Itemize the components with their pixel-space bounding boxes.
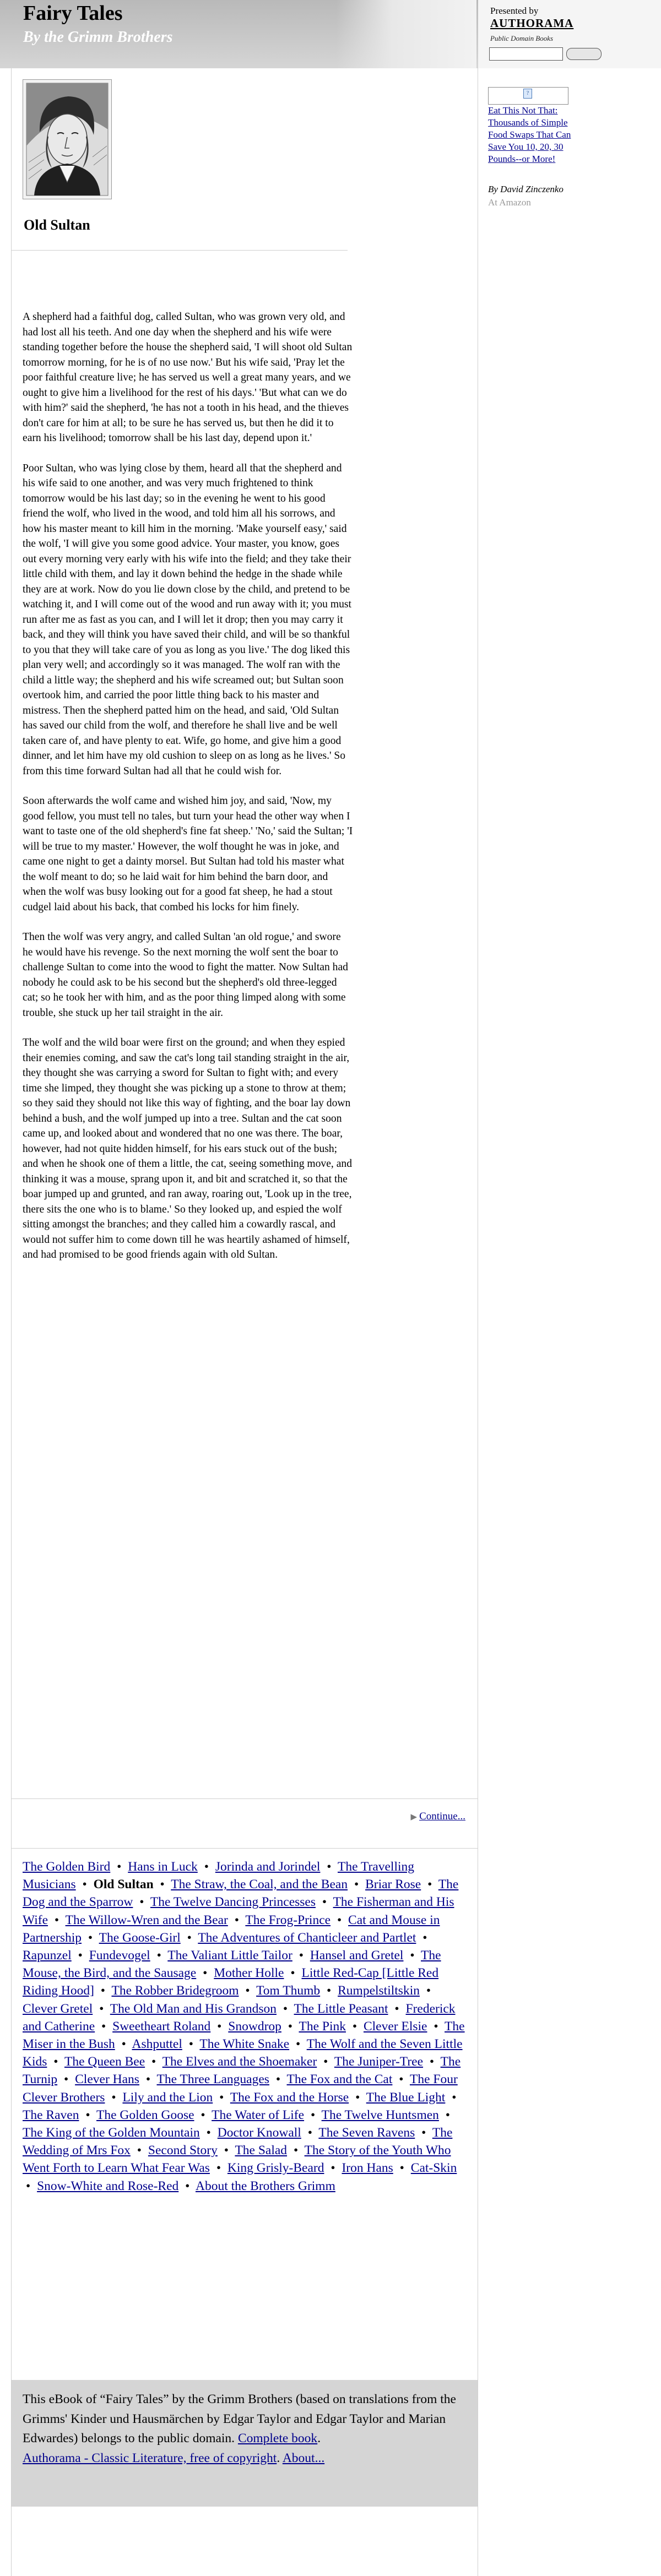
toc-separator: •	[296, 2037, 301, 2052]
toc-current-story: Old Sultan	[93, 1877, 154, 1892]
toc-story-link[interactable]: The Valiant Little Tailor	[167, 1948, 292, 1963]
toc-story-link[interactable]: Briar Rose	[365, 1877, 421, 1892]
footer	[12, 2380, 478, 2507]
toc-story-link[interactable]: The Fox and the Cat	[286, 2072, 393, 2087]
toc-story-link[interactable]: The Willow-Wren and the Bear	[65, 1912, 228, 1927]
toc-separator: •	[310, 2107, 316, 2122]
toc-separator: •	[275, 2072, 281, 2087]
toc-separator: •	[245, 1983, 250, 1998]
toc-separator: •	[293, 2143, 299, 2158]
toc-separator: •	[101, 2019, 106, 2034]
toc-separator: •	[188, 2037, 193, 2052]
toc-story-link[interactable]: Doctor Knowall	[217, 2126, 301, 2140]
main-column	[11, 68, 478, 2576]
toc-separator: •	[307, 2126, 312, 2140]
logo-tagline: Public Domain Books	[490, 34, 554, 42]
toc-separator: •	[85, 2107, 90, 2122]
toc-story-link[interactable]: The Goose-Girl	[99, 1930, 181, 1945]
toc-separator: •	[100, 1983, 106, 1998]
toc-separator: •	[201, 2107, 205, 2122]
site-subtitle: By the Grimm Brothers	[23, 29, 173, 46]
toc-separator: •	[434, 2019, 438, 2034]
toc-separator: •	[330, 2161, 335, 2176]
toc-story-link[interactable]: Tom Thumb	[256, 1983, 321, 1998]
toc-story-link[interactable]: The Juniper-Tree	[334, 2055, 424, 2069]
toc-separator: •	[139, 1895, 144, 1910]
toc-story-link[interactable]: The Twelve Huntsmen	[321, 2107, 439, 2122]
story-title: Old Sultan	[24, 217, 90, 233]
toc-separator: •	[399, 2161, 404, 2176]
toc-story-link[interactable]: About the Brothers Grimm	[195, 2178, 335, 2193]
toc-story-link[interactable]: The Salad	[235, 2143, 288, 2158]
toc-story-link[interactable]: Fundevogel	[89, 1948, 150, 1963]
toc-story-link[interactable]: Sweetheart Roland	[112, 2019, 211, 2034]
toc-separator: •	[111, 2090, 116, 2105]
search-input[interactable]	[489, 47, 563, 61]
toc-story-link[interactable]: Jorinda and Jorindel	[215, 1860, 321, 1874]
toc-divider	[12, 1848, 478, 1849]
toc-story-link[interactable]: The Water of Life	[212, 2107, 305, 2122]
story-paragraph: Then the wolf was very angry, and called Sultan 'an old rogue,' and swore he would have his revenge. So the next morning the wolf sent the boar to challenge Sultan to come into the wood to fight the matter. Now Sultan had nobody he could ask to be his second but the shepherd's old three-legged cat; so he took her with him, and as the poor thing limped along with some trouble, she stuck up her tail straight in the air.	[23, 931, 348, 1019]
toc-story-link[interactable]: The Dog and the Sparrow	[23, 1877, 459, 1910]
toc-separator: •	[327, 1860, 332, 1874]
toc-separator: •	[217, 2019, 222, 2034]
toc-separator: •	[299, 1948, 304, 1963]
toc-story-link[interactable]: The Straw, the Coal, and the Bean	[171, 1877, 348, 1892]
toc-story-link[interactable]: The Wedding of Mrs Fox	[23, 2126, 453, 2158]
toc-separator: •	[204, 1860, 209, 1874]
toc-story-link[interactable]: Frederick and Catherine	[23, 2001, 456, 2034]
toc-story-link[interactable]: The Mouse, the Bird, and the Sausage	[23, 1948, 441, 1981]
toc-separator: •	[145, 2072, 151, 2087]
toc-story-link[interactable]: Cat and Mouse in Partnership	[23, 1912, 440, 1945]
story-paragraph: Soon afterwards the wolf came and wished him joy, and said, 'Now, my good fellow, you must tell no tales, but turn your head the other way when I want to taste one of the old shepherd's fine fat sheep.' 'No,' said the Sultan; 'I will be true to my master.' However, the wolf thought he was in joke, and came one night to get a dainty morsel. But Sultan had told his master what the wolf meant to do; so he laid wait for him behind the barn door, and when the wolf was busy looking out for a good fat sheep, he had a stout cudgel laid about his back, that combed his locks for him finely.	[23, 795, 353, 913]
title-divider	[12, 250, 348, 251]
toc-separator: •	[187, 1930, 192, 1945]
ad-image-placeholder[interactable]	[488, 87, 568, 105]
story-paragraph: Poor Sultan, who was lying close by them, heard all that the shepherd and his wife said to one another, and was very much frightened to think tomorrow would be his last day; so in the evening he went to his good friend the wolf, who lived in the wood, and told him all his sorrows, and how his master meant to kill him in the morning. 'Make yourself easy,' said the wolf, 'I will give you some good advice. Your master, you know, goes out every morning very early with his wife into the field; and they take their little child with them, and lay it down behind the hedge in the shade while they are at work. Now do you lie down close by the child, and pretend to be watching it, and I will come out of the wood and run away with it; you must run after me as fast as you can, and I will let it drop; then you may carry it back, and they will think you have saved their child, and will be so thankful to you that they will take care of you as long as you live.' The dog liked this plan very well; and accordingly so it was managed. The wolf ran with the child a little way; the shepherd and his wife screamed out; but Sultan soon overtook him, and carried the poor little thing back to his master and mistress. Then the shepherd patted him on the head, and said, 'Old Sultan has saved our child from the wolf, and therefore he shall live and be well taken care of, and have plenty to eat. Wife, go home, and give him a good dinner, and let him have my old cushion to sleep on as long as he lives.' So from this time forward Sultan had all that he could wish for.	[23, 462, 351, 777]
toc-separator: •	[54, 1912, 59, 1927]
story-paragraph: The wolf and the wild boar were first on the ground; and when they espied their enemies coming, and saw the cat's long tail standing straight in the air, they thought she was carrying a sword for Sultan to fight with; and every time she limped, they thought she was picking up a stone to throw at them; so they said they should not like this way of fighting, and the boar lay down behind a bush, and the wolf jumped up into a tree. Sultan and the cat soon came up, and looked about and wondered that no one was there. The boar, however, had not quite hidden himself, for his ears stuck out of the bush; and when he shook one of them a little, the cat, seeing something move, and thinking it was a mouse, sprang upon it, and bit and scratched it, so that the boar jumped up and grunted, and ran away, roaring out, 'Look up in the tree, there sits the one who is to blame.' So they looked up, and espied the wolf sitting amongst the branches; and they called him a cowardly rascal, and would not suffer him to come down till he was heartily ashamed of himself, and had promised to be good friends again with old Sultan.	[23, 1037, 353, 1260]
toc-separator: •	[99, 2001, 104, 2016]
toc-story-link[interactable]: Rapunzel	[23, 1948, 72, 1963]
toc-story-link[interactable]: The Elves and the Shoemaker	[162, 2055, 317, 2069]
toc-separator: •	[352, 2019, 357, 2034]
footer-period: .	[317, 2431, 321, 2445]
toc-separator: •	[121, 2037, 126, 2052]
toc-story-link[interactable]: Snowdrop	[228, 2019, 281, 2034]
toc-story-link[interactable]: The Little Peasant	[294, 2001, 388, 2016]
play-arrow-icon: ▶	[410, 1813, 418, 1822]
toc-story-link[interactable]: Mother Holle	[214, 1966, 284, 1981]
toc-separator: •	[283, 2001, 288, 2016]
toc-story-link[interactable]: The Blue Light	[366, 2090, 446, 2105]
toc-separator: •	[288, 2019, 293, 2034]
toc-separator: •	[421, 2126, 426, 2140]
toc-story-link[interactable]: The Raven	[23, 2107, 79, 2122]
toc-separator: •	[64, 2072, 69, 2087]
toc-story-link[interactable]: Lily and the Lion	[122, 2090, 213, 2105]
toc-story-link[interactable]: The Miser in the Bush	[23, 2019, 465, 2052]
toc-story-link[interactable]: The King of the Golden Mountain	[23, 2126, 200, 2140]
toc-separator: •	[426, 1983, 431, 1998]
toc-story-link[interactable]: Little Red-Cap [Little Red Riding Hood]	[23, 1966, 439, 1998]
toc-story-link[interactable]: The Old Man and His Grandson	[110, 2001, 277, 2016]
toc-story-link[interactable]: Second Story	[148, 2143, 218, 2158]
toc-story-link[interactable]: Clever Elsie	[363, 2019, 427, 2034]
toc-story-link[interactable]: The Turnip	[23, 2055, 461, 2087]
toc-separator: •	[355, 2090, 360, 2105]
grimm-portrait	[23, 79, 112, 199]
continue-link[interactable]: Continue...	[419, 1811, 465, 1822]
toc-separator: •	[206, 2126, 211, 2140]
toc-separator: •	[156, 1948, 161, 1963]
toc-story-link[interactable]: Iron Hans	[342, 2161, 393, 2176]
toc-story-link[interactable]: The Fox and the Horse	[230, 2090, 349, 2105]
toc-separator: •	[185, 2178, 190, 2193]
toc-story-link[interactable]: The Pink	[299, 2019, 346, 2034]
toc-separator: •	[427, 1877, 432, 1892]
toc-separator: •	[160, 1877, 165, 1892]
toc-separator: •	[452, 2090, 457, 2105]
toc-separator: •	[151, 2055, 156, 2069]
toc-separator: •	[354, 1877, 359, 1892]
toc-separator: •	[224, 2143, 229, 2158]
toc-story-link[interactable]: The Golden Bird	[23, 1860, 111, 1874]
toc-separator: •	[337, 1912, 342, 1927]
toc-separator: •	[78, 1948, 83, 1963]
toc-story-link[interactable]: The Robber Bridegroom	[111, 1983, 239, 1998]
toc-separator: •	[445, 2107, 451, 2122]
table-of-contents	[23, 1858, 469, 2195]
toc-separator: •	[327, 1983, 332, 1998]
toc-separator: •	[399, 2072, 404, 2087]
toc-separator: •	[234, 1912, 239, 1927]
toc-story-link[interactable]: The Four Clever Brothers	[23, 2072, 458, 2105]
toc-story-link[interactable]: Ashputtel	[132, 2037, 182, 2052]
toc-separator: •	[322, 1895, 327, 1910]
toc-separator: •	[137, 2143, 142, 2158]
about-link[interactable]: About...	[282, 2450, 325, 2465]
toc-story-link[interactable]: Hans in Luck	[128, 1860, 198, 1874]
toc-story-link[interactable]: Cat-Skin	[410, 2161, 457, 2176]
presented-by-label: Presented by	[490, 6, 539, 16]
ad-store: At Amazon	[488, 197, 531, 208]
toc-story-link[interactable]: Rumpelstiltskin	[338, 1983, 420, 1998]
presented-by-box	[478, 0, 661, 68]
site-header	[0, 0, 661, 68]
toc-separator: •	[290, 1966, 295, 1981]
header-illustration	[336, 0, 476, 68]
toc-separator: •	[82, 1877, 87, 1892]
footer-text	[23, 2390, 469, 2468]
authorama-home-link[interactable]: Authorama - Classic Literature, free of copyright	[23, 2450, 277, 2465]
toc-separator: •	[323, 2055, 328, 2069]
continue-divider	[12, 1798, 478, 1799]
toc-separator: •	[26, 2178, 31, 2193]
toc-story-link[interactable]: The Fisherman and His Wife	[23, 1895, 454, 1927]
complete-book-link[interactable]: Complete book	[237, 2431, 318, 2445]
toc-story-link[interactable]: The White Snake	[199, 2037, 290, 2052]
toc-story-link[interactable]: The Wolf and the Seven Little Kids	[23, 2037, 463, 2069]
toc-separator: •	[203, 1966, 208, 1981]
toc-story-link[interactable]: The Golden Goose	[96, 2107, 194, 2122]
toc-story-link[interactable]: The Queen Bee	[64, 2055, 145, 2069]
toc-separator: •	[422, 1930, 427, 1945]
toc-story-link[interactable]: The Adventures of Chanticleer and Partlet	[198, 1930, 416, 1945]
toc-story-link[interactable]: The Story of the Youth Who Went Forth to Learn What Fear Was	[23, 2143, 451, 2176]
toc-separator: •	[53, 2055, 58, 2069]
toc-story-link[interactable]: The Travelling Musicians	[23, 1860, 415, 1892]
toc-separator: •	[117, 1860, 122, 1874]
toc-separator: •	[429, 2055, 435, 2069]
story-text	[23, 309, 353, 1278]
portrait-engraving	[23, 80, 111, 199]
toc-story-link[interactable]: The Frog-Prince	[245, 1912, 331, 1927]
story-paragraph: A shepherd had a faithful dog, called Sultan, who was grown very old, and had lost all his teeth. And one day when the shepherd and his wife were standing together before the house the shepherd said, 'I will shoot old Sultan tomorrow morning, for he is of no use now.' But his wife said, 'Pray let the poor faithful creature live; he has served us well a great many years, and we ought to give him a livelihood for the rest of his days.' 'But what can we do with him?' said the shepherd, 'he has not a tooth in his head, and the thieves don't care for him at all; to be sure he has served us, but then he did it to earn his livelihood; tomorrow shall be his last day, depend upon it.'	[23, 311, 353, 444]
toc-story-link[interactable]: Snow-White and Rose-Red	[37, 2178, 179, 2193]
toc-story-link[interactable]: King Grisly-Beard	[227, 2161, 324, 2176]
toc-separator: •	[88, 1930, 93, 1945]
footer-period: .	[277, 2450, 280, 2465]
ad-author: By David Zinczenko	[488, 184, 564, 194]
sidebar	[488, 68, 661, 344]
toc-story-link[interactable]: Clever Gretel	[23, 2001, 93, 2016]
site-title[interactable]: Fairy Tales	[23, 2, 123, 25]
authorama-logo[interactable]: AUTHORAMA	[490, 17, 574, 30]
search-button[interactable]	[566, 48, 602, 60]
footer-license-text: This eBook of “Fairy Tales” by the Grimm Brothers (based on translations from the Grimms' Kinder und Hausmärchen by Edgar Taylor and Edgar Taylor and Marian Edwardes) belongs to the public domain.	[23, 2392, 456, 2445]
toc-story-link[interactable]: The Twelve Dancing Princesses	[150, 1895, 316, 1910]
toc-story-link[interactable]: Clever Hans	[75, 2072, 139, 2087]
toc-separator: •	[410, 1948, 415, 1963]
toc-story-link[interactable]: Hansel and Gretel	[310, 1948, 404, 1963]
toc-story-link[interactable]: The Seven Ravens	[318, 2126, 415, 2140]
toc-separator: •	[219, 2090, 224, 2105]
broken-image-icon: ?	[523, 89, 532, 99]
continue-link-wrapper	[411, 1811, 465, 1823]
ad-book-link[interactable]: Eat This Not That: Thousands of Simple Food Swaps That Can Save You 10, 20, 30 Pounds--or More!	[488, 105, 571, 164]
toc-separator: •	[394, 2001, 399, 2016]
toc-story-link[interactable]: The Three Languages	[156, 2072, 269, 2087]
toc-separator: •	[216, 2161, 221, 2176]
